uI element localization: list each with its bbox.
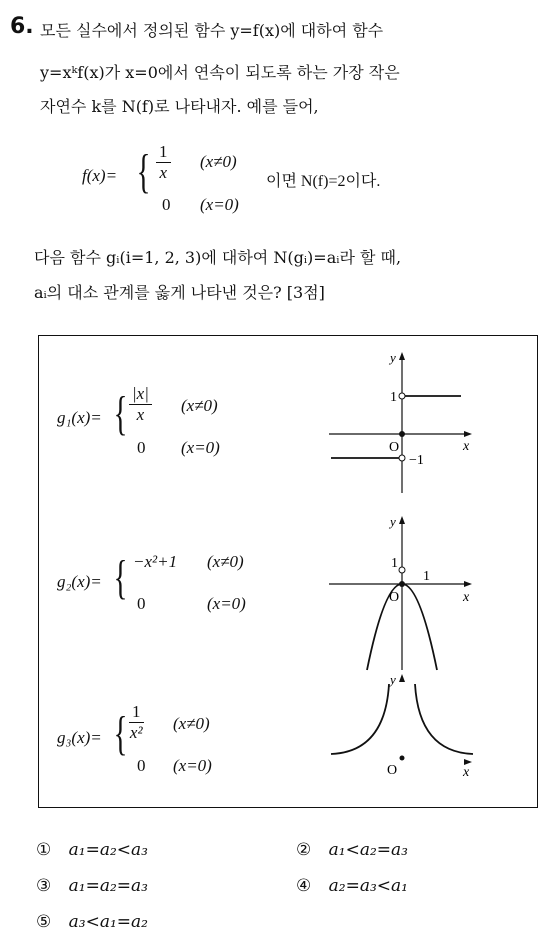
g3-y-label: y (390, 672, 396, 687)
g2-origin-label: O (389, 590, 400, 605)
g1-y-label: y (390, 350, 396, 365)
g1-fraction: $\frac{|x|}{x}$ (129, 384, 152, 425)
g2-x-label: x (463, 590, 470, 605)
choice-5-text: a₃<a₁=a₂ (68, 912, 148, 932)
g2-lhs: g₂(x)= (57, 572, 102, 591)
choice-1-text: a₁=a₂<a₃ (68, 840, 148, 860)
choice-3-mark: ③ (36, 876, 52, 896)
problem-line-1: 모든 실수에서 정의된 함수 y=f(x)에 대하여 함수 (40, 21, 384, 40)
g1-cond-1: (x≠0) (181, 396, 218, 415)
g3-cond-1: (x≠0) (173, 714, 210, 733)
choice-2-mark: ② (296, 840, 312, 860)
choice-2-text: a₁<a₂=a₃ (328, 840, 408, 860)
g3-cond-2: (x=0) (173, 756, 212, 775)
choice-4-text: a₂=a₃<a₁ (328, 876, 408, 896)
g2-y-label: y (390, 514, 396, 529)
problem-line-2: y=xᵏf(x)가 x=0에서 연속이 되도록 하는 가장 작은 (40, 63, 400, 82)
g1-one-label: 1 (390, 390, 397, 405)
example-value-2: 0 (162, 195, 171, 214)
g3-x-label: x (463, 765, 470, 780)
g1-filled-point (399, 431, 405, 437)
g3-lhs: g₃(x)= (57, 728, 102, 747)
g1-graph (327, 348, 477, 498)
g1-origin-label: O (389, 440, 400, 455)
g1-y-arrow (399, 352, 405, 360)
g2-value-2: 0 (137, 594, 146, 613)
problem-number: 6. (10, 14, 34, 39)
example-cond-1: (x≠0) (200, 152, 237, 171)
g3-origin-label: O (387, 763, 398, 778)
g2-one-y-label: 1 (391, 556, 398, 571)
g2-expr: −x²+1 (133, 552, 178, 571)
g3-y-arrow (399, 674, 405, 682)
g2-filled-point (399, 581, 405, 587)
g2-one-x-label: 1 (423, 569, 430, 584)
figure-box (38, 335, 538, 808)
problem-line-5: aᵢ의 대소 관계를 옳게 나타낸 것은? [3점] (34, 283, 325, 302)
choice-3[interactable] (36, 876, 148, 896)
g1-value-2: 0 (137, 438, 146, 457)
g1-brace: { (113, 387, 128, 440)
g2-brace: { (113, 551, 128, 604)
g2-graph (327, 512, 477, 672)
g3-fraction: $\frac{1}{\text{x²}}$ (129, 702, 143, 742)
g1-open-point-top (399, 393, 405, 399)
g3-brace: { (113, 707, 128, 760)
choice-5[interactable] (36, 912, 148, 932)
problem-line-4: 다음 함수 gᵢ(i=1, 2, 3)에 대하여 N(gᵢ)=aᵢ라 할 때, (34, 248, 402, 267)
choice-1[interactable] (36, 840, 148, 860)
g1-open-point-bottom (399, 455, 405, 461)
choice-2[interactable] (296, 840, 408, 860)
g3-graph (327, 670, 477, 780)
example-cond-2: (x=0) (200, 195, 239, 214)
example-tail: 이면 N(f)=2이다. (266, 173, 381, 190)
choice-5-mark: ⑤ (36, 912, 52, 932)
g3-right-branch (415, 684, 473, 754)
g2-cond-1: (x≠0) (207, 552, 244, 571)
g2-open-point (399, 567, 405, 573)
g2-x-arrow (464, 581, 472, 587)
g1-lhs: g₁(x)= (57, 408, 102, 427)
example-fraction: $\frac{1}{x}$ (156, 142, 171, 183)
g1-x-arrow (464, 431, 472, 437)
g2-cond-2: (x=0) (207, 594, 246, 613)
choice-4[interactable] (296, 876, 408, 896)
g3-left-branch (331, 684, 389, 754)
choice-1-mark: ① (36, 840, 52, 860)
example-lhs: f(x)= (82, 166, 118, 185)
problem-line-3: 자연수 k를 N(f)로 나타내자. 예를 들어, (40, 97, 319, 116)
g2-y-arrow (399, 516, 405, 524)
g3-value-2: 0 (137, 756, 146, 775)
g3-filled-point (400, 756, 405, 761)
choice-3-text: a₁=a₂=a₃ (68, 876, 148, 896)
choice-4-mark: ④ (296, 876, 312, 896)
g1-x-label: x (463, 439, 470, 454)
g1-cond-2: (x=0) (181, 438, 220, 457)
example-brace: { (136, 145, 151, 198)
g1-neg-one-label: −1 (409, 453, 424, 468)
